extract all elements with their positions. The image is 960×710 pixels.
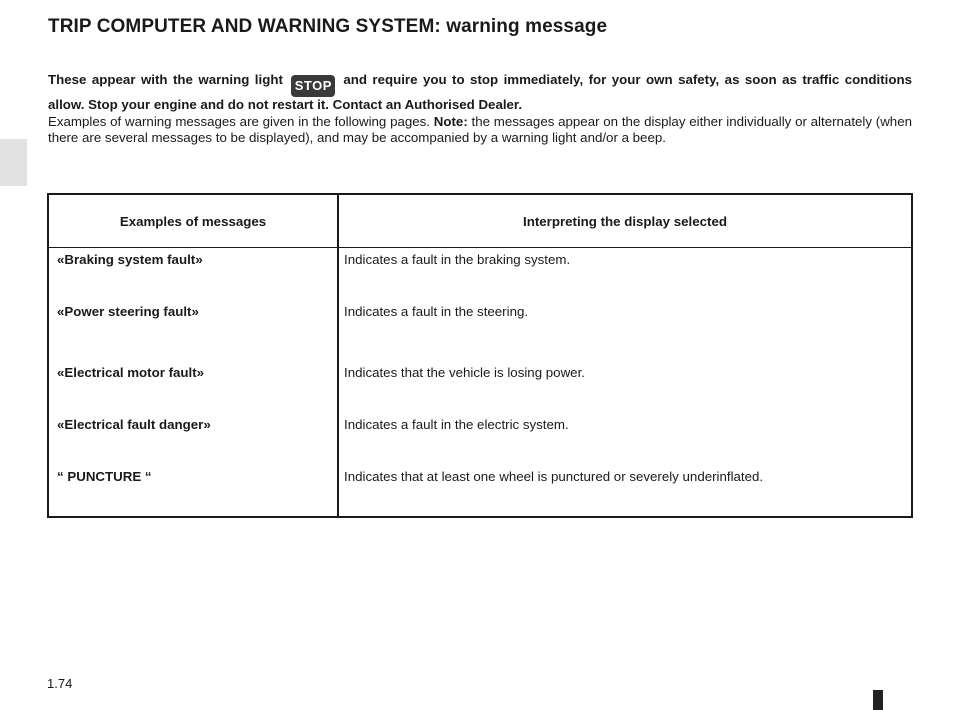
intro-bold-before: These appear with the warning light (48, 72, 283, 87)
page-title: TRIP COMPUTER AND WARNING SYSTEM: warning message (48, 16, 608, 37)
column-divider (337, 195, 339, 516)
message-cell: «Electrical motor fault» (57, 365, 205, 380)
meaning-cell: Indicates a fault in the electric system. (344, 417, 569, 432)
meaning-cell: Indicates a fault in the steering. (344, 304, 529, 319)
stop-warning-icon: STOP (291, 75, 335, 97)
intro-paragraph-end: the messages appear on the display either individually or alternately (when there are several messages to be displayed), and may be accompanied by a warning light and/or a beep. (48, 113, 912, 145)
table-row (49, 304, 911, 324)
intro-note-paragraph (48, 114, 912, 147)
table-row (49, 469, 911, 489)
warning-messages-table (47, 193, 913, 518)
meaning-cell: Indicates that at least one wheel is punctured or severely underinflated. (344, 469, 764, 484)
intro-paragraph-start: Examples of warning messages are given in the following pages. (48, 113, 430, 129)
header-interpreting: Interpreting the display selected (523, 214, 727, 229)
table-row (49, 252, 911, 272)
intro-bold-after: and require you to stop immediately, for your own safety, as soon as traffic conditions allow. Stop your engine and do not restart it. Contact an Authorised Dealer. (48, 72, 912, 112)
message-cell: «Power steering fault» (57, 304, 199, 319)
meaning-cell: Indicates that the vehicle is losing power. (344, 365, 585, 380)
message-cell: «Braking system fault» (57, 252, 203, 267)
page-corner-mark (873, 690, 883, 710)
message-cell: «Electrical fault danger» (57, 417, 211, 432)
header-examples: Examples of messages (119, 214, 267, 229)
intro-text (48, 72, 912, 147)
section-tab (0, 139, 27, 186)
page-number: 1.74 (47, 676, 73, 691)
table-header (49, 195, 911, 248)
table-row (49, 365, 911, 385)
note-label: Note: (433, 113, 468, 129)
message-cell: “ PUNCTURE “ (57, 469, 152, 484)
table-row (49, 417, 911, 437)
meaning-cell: Indicates a fault in the braking system. (344, 252, 571, 267)
intro-warning-paragraph (48, 72, 912, 114)
